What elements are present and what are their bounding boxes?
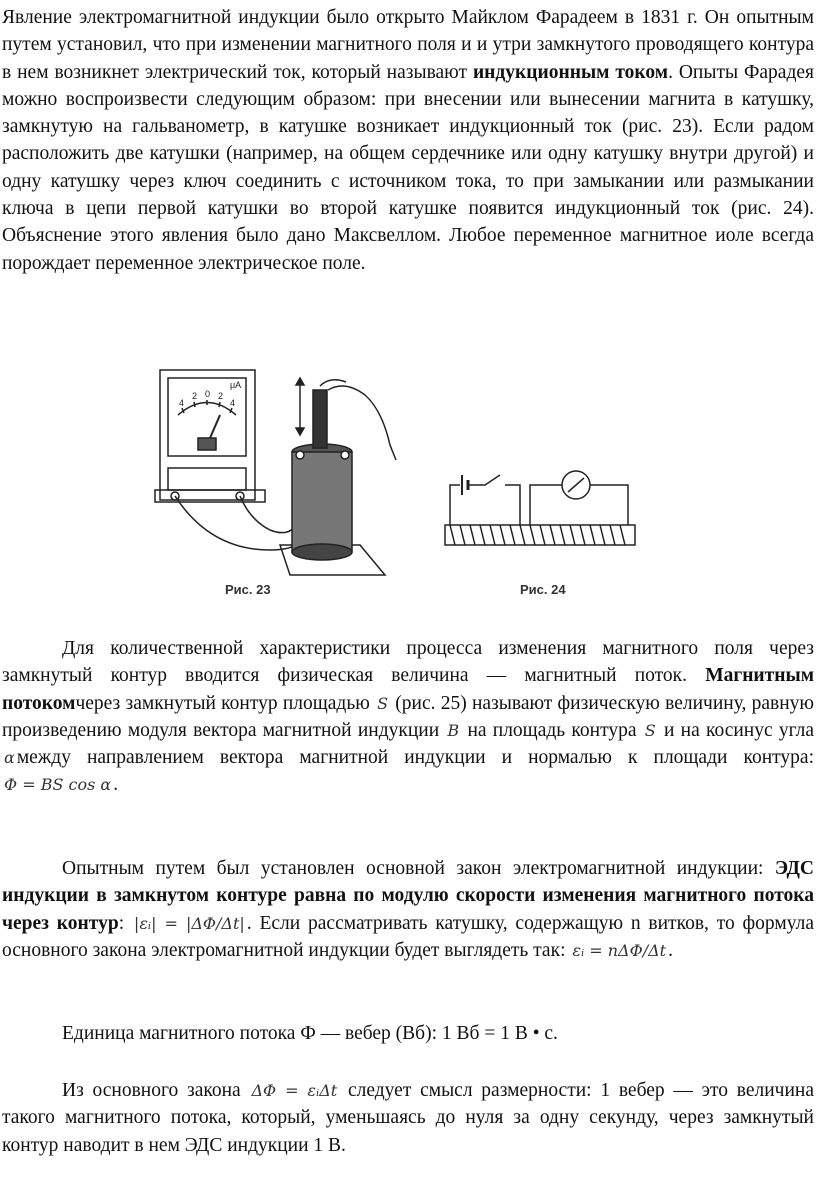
symbol-alpha: α xyxy=(4,748,15,768)
law-text-d: . xyxy=(668,939,673,961)
law-text-c: . Если рассматривать катушку, содержащую n витков, то формула основного закона электромагнитной индукции будет выглядеть так: xyxy=(2,912,814,961)
flux-text-b: через замкнутый контур площадью xyxy=(75,692,370,714)
scale-label-2: 2 xyxy=(192,391,198,401)
formula-flux: Φ = BS cos α xyxy=(4,775,112,795)
fig23-caption: Рис. 23 xyxy=(225,582,271,597)
term-induction-current: индукционным током xyxy=(472,61,669,83)
flux-text-f: между направлением вектора магнитной индукции и нормалью к площади контура: xyxy=(16,747,814,769)
law-text-b: : xyxy=(118,912,125,934)
flux-text-e: и на косинус угла xyxy=(663,719,815,741)
formula-delta-flux: ΔΦ = εᵢΔt xyxy=(251,1081,338,1100)
figures-illustration xyxy=(150,360,650,615)
flux-text-g: . xyxy=(113,774,119,796)
dimension-text-a: Из основного закона xyxy=(62,1080,241,1101)
flux-text-a: Для количественной характеристики процесса изменения магнитного поля через замкнутый контур вводится физическая величина — магнитный поток. xyxy=(2,638,814,687)
scale-label-5: 4 xyxy=(230,398,236,408)
flux-text-c: (рис. 25) называют физическую величину, равную произведению модуля вектора магнитной индукции xyxy=(2,692,814,741)
scale-label-3: 0 xyxy=(205,389,211,399)
formula-emf-modulus: |εᵢ| = |ΔΦ/Δt| xyxy=(133,913,245,933)
scale-label-1: 4 xyxy=(179,398,185,408)
law-text-a: Опытным путем был установлен основной закон электромагнитной индукции: xyxy=(62,858,764,879)
intro-text-b: . Опыты Фарадея можно воспроизвести следующим образом: при внесении или вынесении магнита в катушку, замкнутую на гальванометр, в катушке возникает индукционный ток (рис. 23). Если радом расположить две катушки (например, на общем сердечнике или одну катушку внутри другой) и одну катушку через ключ соединить с источником тока, то при замыкании или размыкании ключа в цепи первой катушки во второй катушке появится индукционный ток (рис. 24). Объяснение этого явления было дано Максвеллом. Любое переменное магнитное иоле всегда порождает переменное электрическое поле. xyxy=(2,61,815,274)
symbol-s-2: S xyxy=(644,720,656,740)
fig24-caption: Рис. 24 xyxy=(520,582,566,597)
scale-label-4: 2 xyxy=(218,391,224,401)
weber-text: Единица магнитного потока Ф — вебер (Вб): 1 Вб = 1 В • с. xyxy=(62,1023,558,1044)
figure-area xyxy=(150,360,650,615)
formula-emf-coil: εᵢ = nΔΦ/Δt xyxy=(572,940,667,960)
term-emf-law: ЭДС индукции в замкнутом контуре равна по модулю скорости изменения магнитного потока через контур xyxy=(2,858,814,934)
paragraph-induction-law xyxy=(2,855,814,964)
circuit-figure xyxy=(445,471,635,545)
intro-text-a: Явление электромагнитной индукции было открыто Майклом Фарадеем в 1831 г. Он опытным путем установил, что при изменении магнитного поля и и утри замкнутого проводящего контура в нем возникнет электрический ток, который называют xyxy=(2,7,814,83)
dimension-text-b: следует смысл размерности: 1 вебер — это величина такого магнитного потока, который, уменьшаясь до нуля за одну секунду, через замкнутый контур наводит в нем ЭДС индукции 1 В. xyxy=(2,1080,815,1156)
paragraph-intro xyxy=(2,4,814,277)
paragraph-weber xyxy=(2,1020,814,1047)
flux-text-d: на площадь контура xyxy=(467,719,637,741)
paragraph-magnetic-flux xyxy=(2,635,814,799)
symbol-b: B xyxy=(447,720,460,740)
term-magnetic-flux: Магнитным потоком xyxy=(2,665,814,714)
symbol-s: S xyxy=(377,693,389,713)
unit-label: μA xyxy=(230,380,242,390)
paragraph-dimension xyxy=(2,1077,814,1159)
coil-figure xyxy=(280,378,396,575)
